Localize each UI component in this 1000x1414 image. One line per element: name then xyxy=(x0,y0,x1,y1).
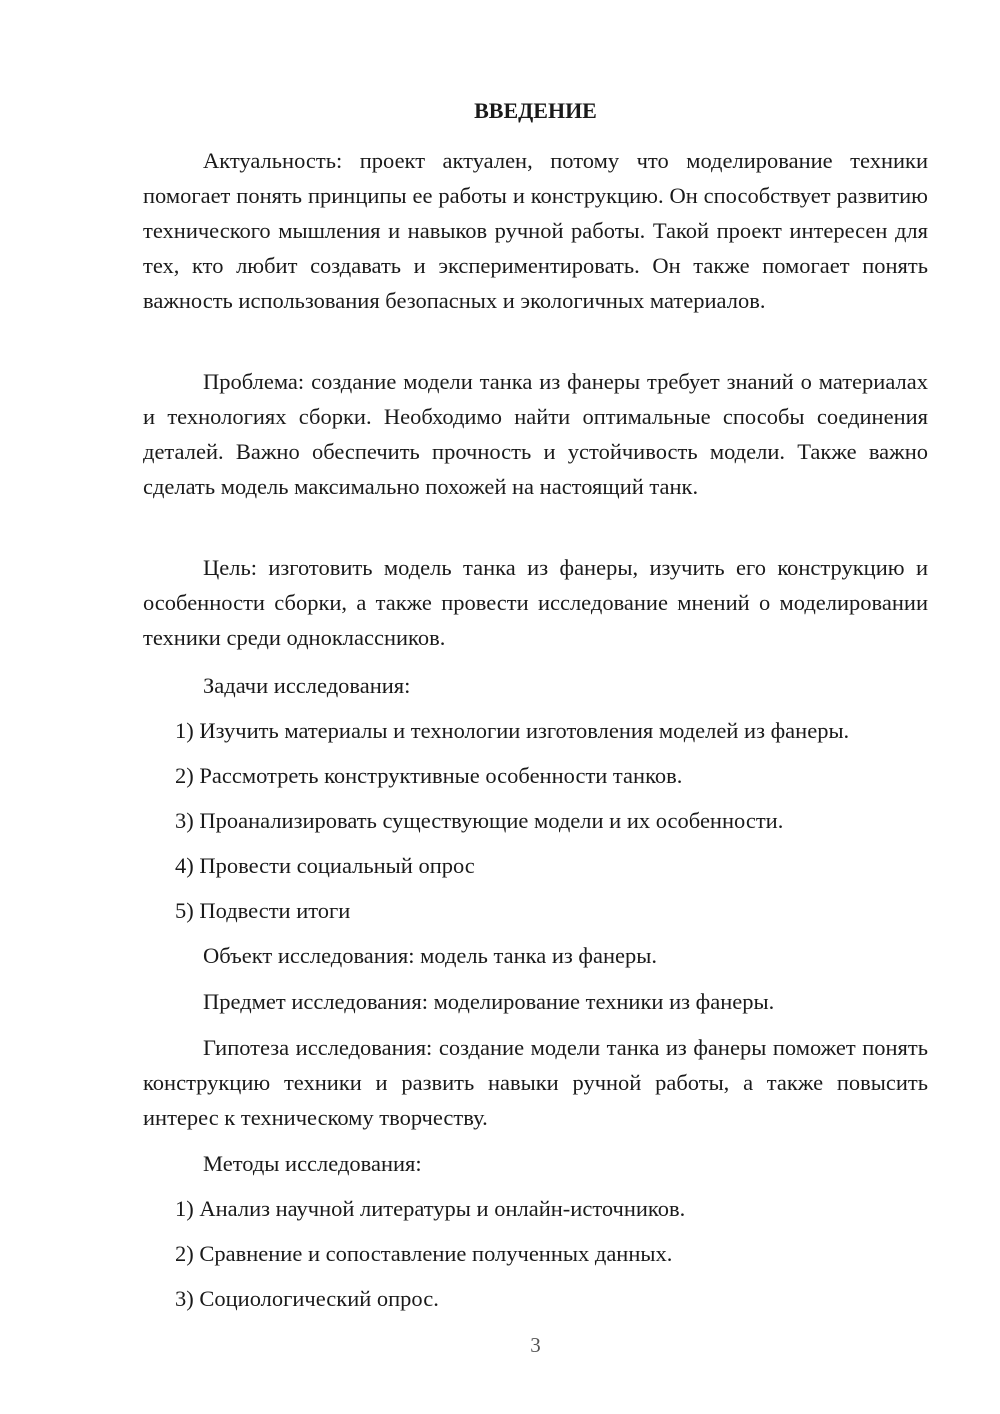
goal-paragraph: Цель: изготовить модель танка из фанеры, изучить его конструкцию и особенности сборки, а также провести исследование мнений о моделировании техники среди одноклассников. xyxy=(143,555,928,650)
research-object: Объект исследования: модель танка из фанеры. xyxy=(203,943,657,968)
page-number: 3 xyxy=(530,1333,541,1357)
tasks-title: Задачи исследования: xyxy=(203,673,411,698)
task-item: 5) Подвести итоги xyxy=(175,898,351,923)
method-item: 2) Сравнение и сопоставление полученных данных. xyxy=(175,1241,673,1266)
hypothesis-paragraph: Гипотеза исследования: создание модели танка из фанеры поможет понять конструкцию техники и развить навыки ручной работы, а также повысить интерес к техническому творчеству. xyxy=(143,1035,928,1130)
task-item: 2) Рассмотреть конструктивные особенности танков. xyxy=(175,763,683,788)
method-item: 3) Социологический опрос. xyxy=(175,1286,439,1311)
problem-paragraph: Проблема: создание модели танка из фанеры требует знаний о материалах и технологиях сборки. Необходимо найти оптимальные способы соединения деталей. Важно обеспечить прочность и устойчивость модели. Также важно сделать модель максимально похожей на настоящий танк. xyxy=(143,369,928,499)
task-item: 1) Изучить материалы и технологии изготовления моделей из фанеры. xyxy=(175,718,850,743)
method-item: 1) Анализ научной литературы и онлайн-источников. xyxy=(175,1196,686,1221)
task-item: 3) Проанализировать существующие модели и их особенности. xyxy=(175,808,784,833)
research-subject: Предмет исследования: моделирование техники из фанеры. xyxy=(203,989,775,1014)
document-page xyxy=(143,0,928,1414)
methods-title: Методы исследования: xyxy=(203,1151,422,1176)
relevance-paragraph: Актуальность: проект актуален, потому что моделирование техники помогает понять принципы ее работы и конструкцию. Он способствует развитию технического мышления и навыков ручной работы. Такой проект интересен для тех, кто любит создавать и экспериментировать. Он также помогает понять важность использования безопасных и экологичных материалов. xyxy=(143,148,928,313)
task-item: 4) Провести социальный опрос xyxy=(175,853,475,878)
page-title: ВВЕДЕНИЕ xyxy=(474,98,597,123)
